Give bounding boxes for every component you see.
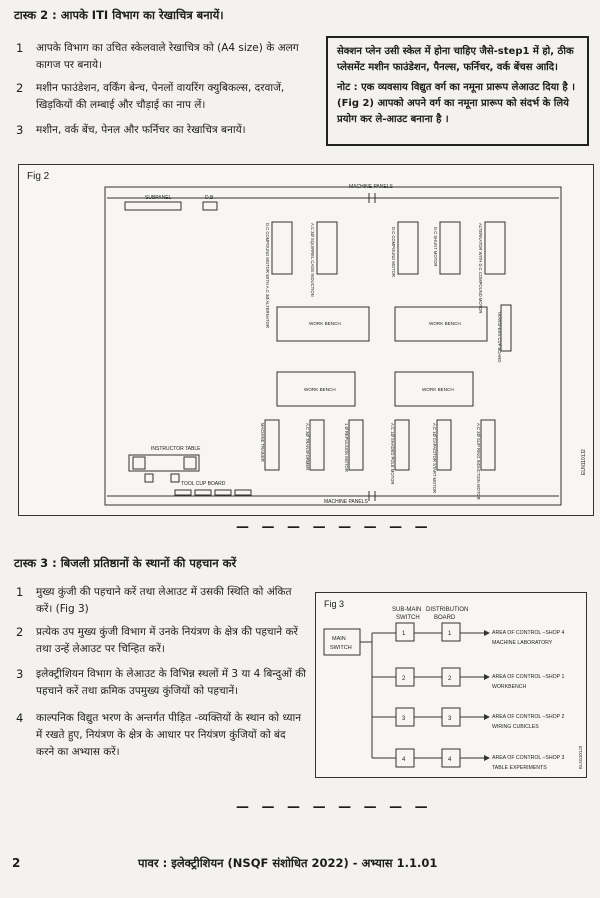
main-switch-box [324,629,360,655]
list-item: 3 मशीन, वर्क बेंच, पेनल और फर्निचर का रेखाचित्र बनायें। [16,123,246,137]
tool-cup-board [235,490,251,495]
work-bench-label: WORK BENCH [309,321,341,326]
task2-title: टास्क 2 : आपके ITI विभाग का रेखाचित्र बनायें। [14,8,224,22]
distribution-board-number: 2 [448,676,452,682]
machine-label: MACHINE TRAINER [260,423,265,462]
machine-box [398,222,418,274]
machine-box [272,222,292,274]
area-description: MACHINE LABORATORY [492,640,553,646]
main-switch-label-2: SWITCH [330,645,352,651]
sub-main-switch-label-2: SWITCH [396,615,420,621]
distribution-board-number: 3 [448,716,452,722]
sub-main-switch-number: 2 [402,676,406,682]
fig3-code: ELN1101J3 [578,745,583,769]
area-description: WIRING CUBICLES [492,724,539,730]
list-item: 1 मुख्य कुंजी की पहचाने करें तथा लेआउट में उसकी स्थिति को अंकित करें। (Fig 3) [16,585,292,615]
machine-label: D.C COMPOUND MOTOR [391,227,396,277]
note-text-1: सेक्शन प्लेन उसी स्केल में होना चाहिए जैसे-step1 में हो, ठीक प्लेसमेंट मशीन फाउंडेशन, पैनल्स, फर्निचर, वर्क बेंचस आदि। [337,46,574,73]
tool-cup-board [175,490,191,495]
sub-main-switch-number: 1 [402,631,406,637]
machine-box [349,420,363,470]
list-item: 3 इलेक्ट्रीशियन विभाग के लेआउट के विभिन्न स्थलों में 3 या 4 बिन्दुओं की पहचाने करें तथा क्रमिक उपमुख्य कुंजियों को पहचानें। [16,667,306,697]
machine-label: D.C COMPOUND MOTOR WITH A.C 3Ø ALTERNATOR [265,223,270,328]
list-item: 2 मशीन फाउंडेशन, वर्किंग बेन्च, पेनलों वायरिंग क्युबिकल्स, दरवाजें, खिड़कियों की लम्बाई और चौड़ाई का नाप लें। [16,81,285,111]
db-box [203,202,217,210]
note-text-2: नोट : एक व्यवसाय विद्युत वर्ग का नमूना प्रारूप लेआउट दिया है । (Fig 2) आपको अपने वर्ग का नमूना प्रारूप को संदर्भ के लिये प्रयोग कर ले-आउट बनाना है । [337,82,576,125]
work-bench-label: WORK BENCH [422,387,454,392]
tool-cup-board [215,490,231,495]
instructor-table-label: INSTRUCTOR TABLE [151,446,201,452]
fig3-label: Fig 3 [324,599,345,609]
machine-box [481,420,495,470]
machine-panels-bottom-label: MACHINE PANELS [324,499,368,505]
distribution-board-number: 1 [448,631,452,637]
machine-label: A.C 3Ø SLIP RING INDUCTION MOTOR [476,423,481,500]
work-bench-label: WORK BENCH [429,321,461,326]
list-item: 1 आपके विभाग का उचित स्केलवाले रेखाचित्र को (A4 size) के अलग कागज पर बनाये। [16,41,299,71]
list-item: 2 प्रत्येक उप मुख्य कुंजी विभाग में उनके नियंत्रण के क्षेत्र की पहचाने करें तथा उन्हें लेआउट पर चिन्हित करें। [16,625,298,655]
fig3-frame [315,592,587,778]
fig3-switch-diagram [316,593,586,777]
separator: — — — — — — — — [236,520,432,535]
machine-label: 1 Ø REPULSION MOTOR [344,423,349,472]
subpanel-label: SUBPANEL [145,195,172,201]
work-bench-label: WORK BENCH [304,387,336,392]
machine-label: A.C 1Ø SHADED POLE MOTOR [390,423,395,485]
page-footer-title: पावर : इलेक्ट्रीशियन (NSQF संशोधित 2022) - अभ्यास 1.1.01 [138,856,438,870]
machine-box [310,420,324,470]
machine-box [395,420,409,470]
machine-label: ALTERNATOR WITH D.C COMPOUND MOTOR [478,223,483,314]
transfers-cupboard-label: TRANSFERS CUP BOARD [497,311,502,363]
list-item: 4 काल्पनिक विद्युत भरण के अन्तर्गत पीड़ित -व्यक्तियों के स्थान को ध्यान में रखते हुए, नियंत्रण के क्षेत्र के आधार पर नियंत्रण कुंजियों को बंद करने का अभ्यास करें। [16,711,302,758]
machine-box [440,222,460,274]
subpanel-box [125,202,181,210]
machine-label: A.C 3Ø SQUIRREL CAGE INDUCTION [310,223,315,297]
separator: — — — — — — — — [236,800,432,815]
tool-cup-board-label: TOOL CUP BOARD [181,481,226,487]
area-of-control-label: AREA OF CONTROL –SHOP 2 [492,714,565,720]
page-number: 2 [12,856,21,870]
area-of-control-label: AREA OF CONTROL –SHOP 3 [492,755,565,761]
machine-panels-top-label: MACHINE PANELS [349,184,393,190]
tool-cup-board [195,490,211,495]
machine-label: A.C 3Ø TRANSFORMER [305,423,310,471]
machine-box [317,222,337,274]
fig2-code: ELN1101J2 [581,449,587,475]
db-label: D.B [205,195,214,201]
sub-main-switch-label-1: SUB-MAIN [392,607,422,613]
room-outline [105,187,561,505]
machine-box [265,420,279,470]
fig2-label: Fig 2 [27,171,50,182]
machine-box [437,420,451,470]
sub-main-switch-number: 4 [402,757,406,763]
machine-label: A.C 1Ø CAPACITOR START MOTOR [432,423,437,494]
distribution-board-number: 4 [448,757,452,763]
machine-label: D.C SHUNT MOTOR [433,227,438,267]
machine-box [485,222,505,274]
area-of-control-label: AREA OF CONTROL –SHOP 4 [492,630,565,636]
note-box [326,36,589,146]
distribution-board-label-1: DISTRIBUTION [426,607,469,613]
distribution-board-label-2: BOARD [434,615,456,621]
area-of-control-label: AREA OF CONTROL –SHOP 1 [492,674,565,680]
fig2-frame [18,164,594,516]
sub-main-switch-number: 3 [402,716,406,722]
main-switch-label-1: MAIN [332,636,346,642]
fig2-layout-diagram [19,165,593,515]
area-description: TABLE EXPERIMENTS [492,765,547,771]
task3-title: टास्क 3 : बिजली प्रतिष्ठानों के स्थानों की पहचान करें [14,556,237,570]
area-description: WORKBENCH [492,684,527,690]
